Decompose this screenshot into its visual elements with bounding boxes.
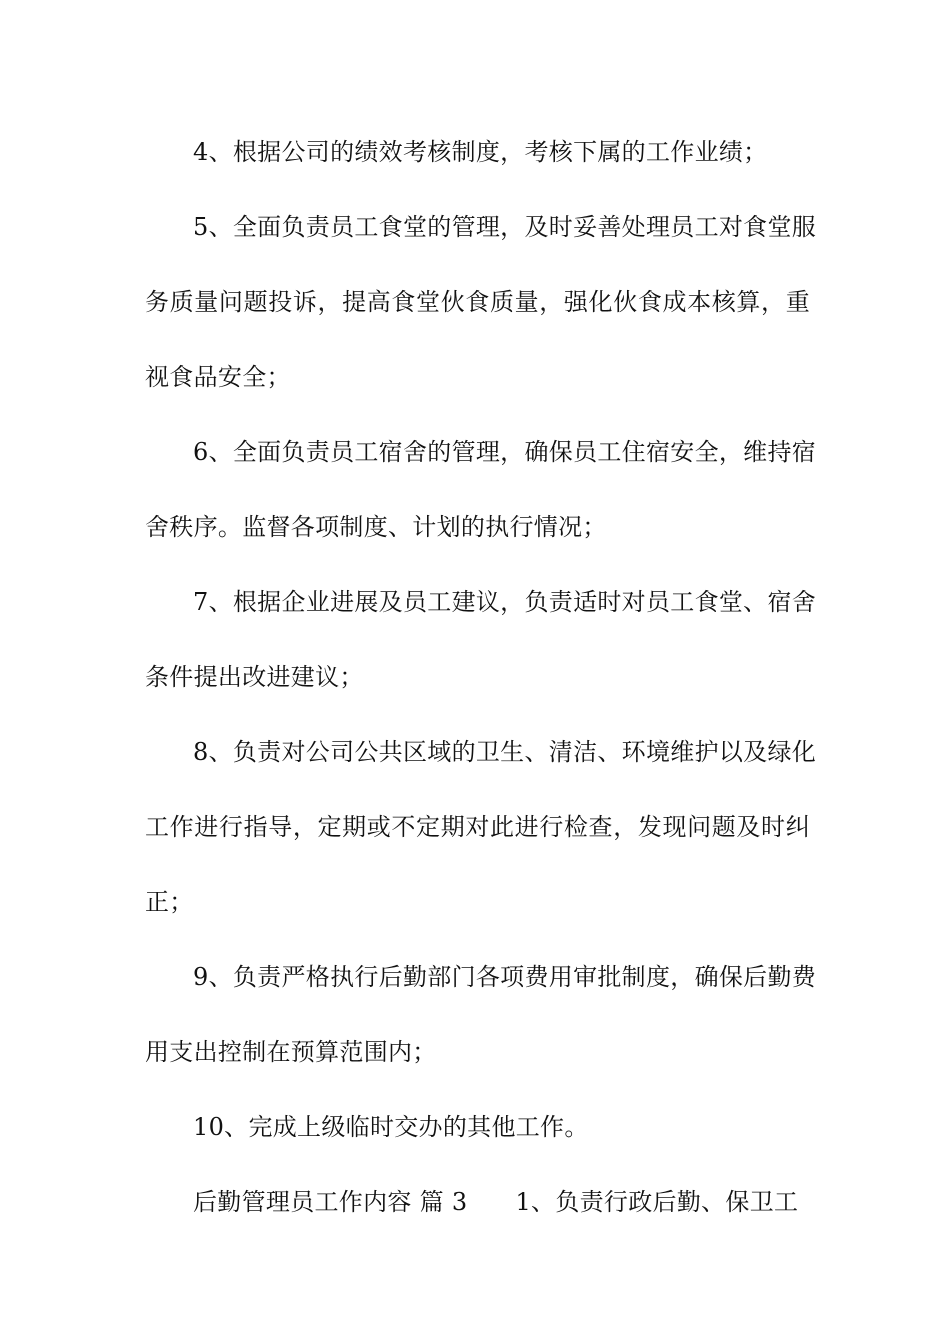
paragraph-5-line-2: 务质量问题投诉，提高食堂伙食质量，强化伙食成本核算，重 xyxy=(145,288,810,316)
paragraph-8-line-2: 工作进行指导，定期或不定期对此进行检查，发现问题及时纠 xyxy=(145,813,810,841)
paragraph-6-line-1: 6、全面负责员工宿舍的管理，确保员工住宿安全，维持宿 xyxy=(193,438,817,466)
section-number: 篇 3 xyxy=(419,1188,468,1216)
section-heading: 后勤管理员工作内容 xyxy=(193,1188,412,1216)
paragraph-9-line-2: 用支出控制在预算范围内； xyxy=(145,1038,437,1066)
paragraph-6-line-2: 舍秩序。监督各项制度、计划的执行情况； xyxy=(145,513,607,541)
paragraph-7-line-2: 条件提出改进建议； xyxy=(145,663,364,691)
section-heading-line xyxy=(193,1187,810,1217)
paragraph-7-line-1: 7、根据企业进展及员工建议，负责适时对员工食堂、宿舍 xyxy=(193,588,817,616)
paragraph-4-line-1: 4、根据公司的绩效考核制度，考核下属的工作业绩； xyxy=(193,138,768,166)
section-first-item: 1、负责行政后勤、保卫工 xyxy=(515,1188,799,1216)
paragraph-8-line-1: 8、负责对公司公共区域的卫生、清洁、环境维护以及绿化 xyxy=(193,738,817,766)
paragraph-10-line-1: 10、完成上级临时交办的其他工作。 xyxy=(193,1113,589,1141)
paragraph-9-line-1: 9、负责严格执行后勤部门各项费用审批制度，确保后勤费 xyxy=(193,963,817,991)
paragraph-8-line-3: 正； xyxy=(145,888,194,916)
paragraph-5-line-3: 视食品安全； xyxy=(145,363,291,391)
paragraph-5-line-1: 5、全面负责员工食堂的管理，及时妥善处理员工对食堂服 xyxy=(193,213,817,241)
